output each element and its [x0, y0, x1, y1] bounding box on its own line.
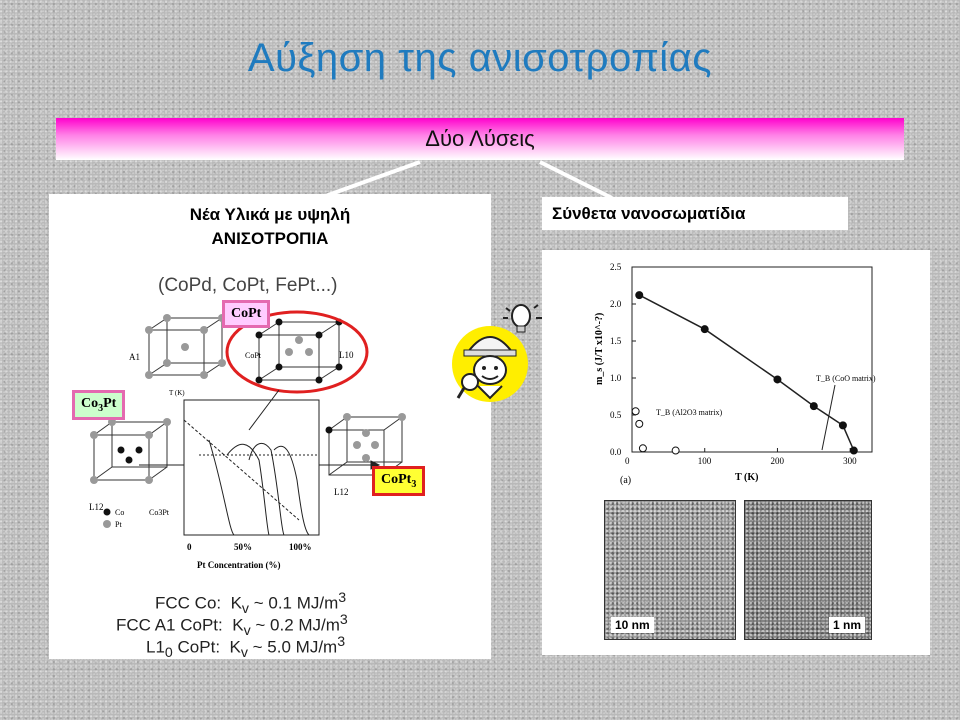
chart-x-label: T (K) [735, 472, 759, 483]
x-tick-label: 200 [770, 456, 784, 466]
y-tick-label: 1.5 [610, 336, 622, 346]
kv-line-l10-copt: $L1_0$ CoPt: $K_v$ ~ 5.0 $MJ/m^3$ [146, 634, 346, 662]
co3pt-cube [94, 422, 167, 480]
chart-frame [632, 267, 872, 452]
kv-line-fcc-a1-copt: FCC A1 CoPt: $K_v$ ~ 0.2 $MJ/m^3$ [116, 612, 348, 640]
data-point-coo [774, 376, 781, 383]
x-tick-label: 100 [697, 456, 712, 466]
phase-diagram-tick-0: 0 [187, 542, 192, 552]
detective-with-lightbulb-icon [448, 302, 548, 410]
nanoparticles-heading: Σύνθετα νανοσωματίδια [552, 204, 746, 223]
legend-pt-label: Pt [115, 520, 122, 529]
phase-label-copt-small: CoPt [245, 351, 262, 360]
alloy-list: (CoPd, CoPt, FePt...) [158, 275, 338, 296]
chart-y-label: m_s (J/T x10^-?) [594, 312, 605, 385]
legend-co-label: Co [115, 508, 125, 517]
annotation-coo-matrix: T_B (CoO matrix) [816, 374, 876, 383]
phase-diagram-tick-100: 100% [289, 542, 312, 552]
data-point-coo [701, 326, 708, 333]
l10-cube [259, 322, 339, 380]
phase-label-l12-right: L12 [334, 487, 349, 497]
data-point-al2o3 [672, 447, 679, 454]
data-point-coo [850, 447, 857, 454]
y-tick-label: 1.0 [610, 373, 622, 383]
data-point-al2o3 [632, 408, 639, 415]
phase-diagram [139, 390, 379, 535]
crystal-structure-diagram [49, 290, 491, 570]
phase-diagram-y-axis: T (K) [169, 389, 185, 397]
scale-bar-1nm: 1 nm [829, 617, 865, 633]
series-line-coo [639, 295, 854, 450]
chart-points [632, 292, 857, 454]
tem-image-high-magnification [744, 500, 872, 640]
copt-tag: CoPt [222, 300, 270, 328]
chart-panel-label: (a) [620, 475, 632, 486]
annotation-al2o3-matrix: T_B (Al2O3 matrix) [656, 408, 723, 417]
legend-pt-marker [103, 520, 111, 528]
x-tick-label: 300 [843, 456, 857, 466]
tem-image-low-magnification [604, 500, 736, 640]
data-point-coo [810, 403, 817, 410]
magnetization-chart [590, 255, 890, 490]
x-tick-label: 0 [625, 456, 630, 466]
y-tick-label: 0.0 [610, 447, 622, 457]
solutions-banner-label: Δύο Λύσεις [425, 126, 535, 151]
materials-heading-line1: Νέα Υλικά με υψηλή [189, 205, 351, 224]
y-tick-label: 0.5 [610, 410, 622, 420]
phase-diagram-tick-50: 50% [234, 542, 252, 552]
phase-label-l12-left: L12 [89, 502, 104, 512]
legend-co-marker [104, 509, 111, 516]
materials-heading [120, 203, 420, 251]
co3pt-tag: $Co_3Pt$ [72, 390, 125, 420]
phase-label-a1: A1 [129, 352, 140, 362]
materials-heading-line2: ΑΝΙΣΟΤΡΟΠΙΑ [211, 229, 329, 248]
slide-title: Αύξηση της ανισοτροπίας [247, 36, 713, 80]
phase-label-co3pt-small: Co3Pt [149, 508, 170, 517]
y-tick-label: 2.0 [610, 299, 622, 309]
data-point-al2o3 [639, 445, 646, 452]
kv-line-fcc-co: FCC Co: $K_v$ ~ 0.1 $MJ/m^3$ [155, 590, 347, 618]
copt3-tag: CoPt$_3$ [372, 466, 425, 496]
y-tick-label: 2.5 [610, 262, 622, 272]
data-point-coo [636, 292, 643, 299]
data-point-coo [839, 422, 846, 429]
phase-label-l10: L10 [339, 350, 354, 360]
phase-diagram-x-label: Pt Concentration (%) [197, 560, 281, 570]
scale-bar-10nm: 10 nm [611, 617, 654, 633]
data-point-al2o3 [636, 420, 643, 427]
x-axis-ticks [625, 448, 857, 466]
